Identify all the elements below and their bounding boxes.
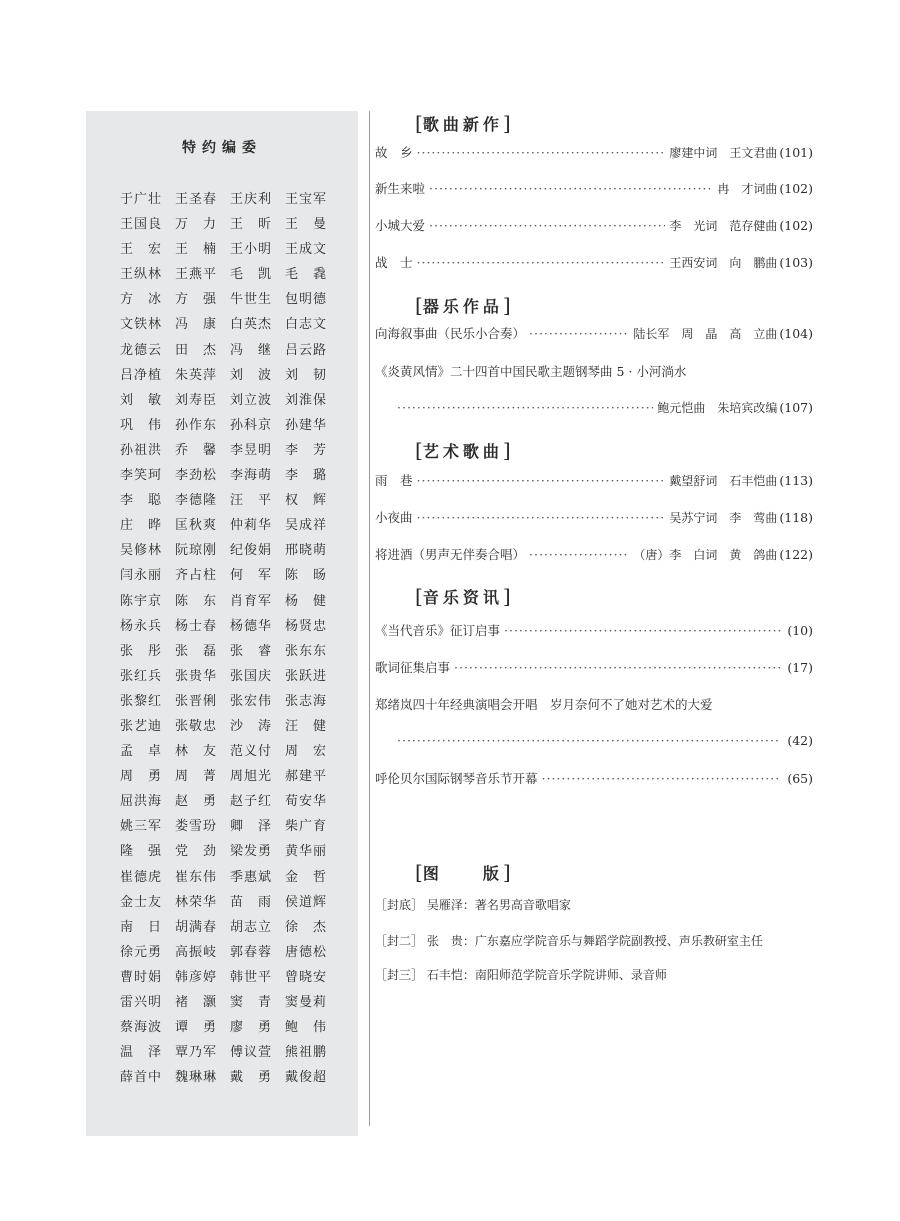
toc-entry: ····· (42) bbox=[375, 733, 813, 748]
editor-name: 荀安华 bbox=[285, 794, 326, 810]
editor-name: 周旭光 bbox=[230, 769, 271, 785]
editor-name: 胡满春 bbox=[175, 919, 216, 935]
editor-name: 庄晔 bbox=[120, 518, 161, 534]
editor-name: 孙祖洪 bbox=[120, 442, 161, 458]
editor-name: 邢晓萌 bbox=[285, 543, 326, 559]
editor-name: 张国庆 bbox=[230, 668, 271, 684]
editor-name: 李德隆 bbox=[175, 493, 216, 509]
section-heading-art-songs: [艺术歌曲] bbox=[415, 438, 511, 462]
editor-name: 朱英萍 bbox=[175, 367, 216, 383]
editor-name: 刘韧 bbox=[285, 367, 326, 383]
editor-name: 田杰 bbox=[175, 342, 216, 358]
editor-name: 郝建平 bbox=[285, 769, 326, 785]
editor-name: 崔东伟 bbox=[175, 869, 216, 885]
editor-name: 李海萌 bbox=[230, 468, 271, 484]
editor-name: 韩世平 bbox=[230, 969, 271, 985]
editor-name: 孟卓 bbox=[120, 744, 161, 760]
section-heading-news: [音乐资讯] bbox=[415, 584, 511, 608]
editor-name: 戴俊超 bbox=[285, 1070, 326, 1086]
editor-name: 吕净植 bbox=[120, 367, 161, 383]
editor-name: 陈东 bbox=[175, 593, 216, 609]
editor-name: 沙涛 bbox=[230, 718, 271, 734]
editor-name: 雷兴明 bbox=[120, 995, 161, 1010]
editor-name: 刘淮保 bbox=[285, 392, 326, 408]
editor-name: 李璐 bbox=[285, 468, 326, 484]
editor-name: 高振岐 bbox=[175, 944, 216, 960]
editor-name: 李芳 bbox=[285, 442, 326, 458]
editor-name: 褚灏 bbox=[175, 995, 216, 1010]
toc-entry: 雨 巷 ····· 戴望舒词 石丰恺曲 (113) bbox=[375, 471, 813, 489]
editor-name: 李昱明 bbox=[230, 442, 271, 458]
toc-entry: 故 乡 ····· 廖建中词 王文君曲 (101) bbox=[375, 143, 813, 161]
editor-name: 牛世生 bbox=[230, 292, 271, 308]
editor-name: 韩彦婷 bbox=[175, 969, 216, 985]
editor-name: 张敬忠 bbox=[175, 718, 216, 734]
toc-entry: 《当代音乐》征订启事 ····· (10) bbox=[375, 621, 813, 639]
editor-name: 梁发勇 bbox=[230, 844, 271, 860]
editor-name: 杨永兵 bbox=[120, 618, 161, 634]
editor-name: 周勇 bbox=[120, 769, 161, 785]
editors-panel bbox=[86, 111, 358, 1136]
editor-name: 郭春蓉 bbox=[230, 944, 271, 960]
editor-name: 林友 bbox=[175, 744, 216, 760]
editor-name: 王昕 bbox=[230, 217, 271, 233]
editor-name: 冯继 bbox=[230, 342, 271, 358]
plate-entry: ［封二］ 张 贵：广东嘉应学院音乐与舞蹈学院副教授、声乐教研室主任 bbox=[375, 934, 763, 948]
editor-name: 季惠斌 bbox=[230, 869, 271, 885]
toc-entry: 歌词征集启事 ····· (17) bbox=[375, 658, 813, 676]
editor-name: 乔馨 bbox=[175, 442, 216, 458]
editor-name: 王燕平 bbox=[175, 267, 216, 283]
editor-name: 杨健 bbox=[285, 593, 326, 609]
editor-name: 赵勇 bbox=[175, 794, 216, 810]
editor-name: 熊祖鹏 bbox=[285, 1045, 326, 1061]
editor-name: 刘立波 bbox=[230, 392, 271, 408]
editor-name: 白志文 bbox=[285, 317, 326, 333]
editor-name: 张志海 bbox=[285, 693, 326, 709]
editor-name: 王庆利 bbox=[230, 192, 271, 207]
editor-name: 唐德松 bbox=[285, 944, 326, 960]
editor-name: 李笑珂 bbox=[120, 468, 161, 484]
editor-name: 巩伟 bbox=[120, 417, 161, 433]
editor-name: 白英杰 bbox=[230, 317, 271, 333]
editor-name: 屈洪海 bbox=[120, 794, 161, 810]
editor-name: 张贵华 bbox=[175, 668, 216, 684]
editor-name: 胡志立 bbox=[230, 919, 271, 935]
editor-name: 王曼 bbox=[285, 217, 326, 233]
editor-name: 李劲松 bbox=[175, 468, 216, 484]
editor-name: 金士友 bbox=[120, 894, 161, 910]
editor-name: 张艺迪 bbox=[120, 718, 161, 734]
editor-name: 范义付 bbox=[230, 744, 271, 760]
editor-name: 肖育军 bbox=[230, 593, 271, 609]
plate-entry: ［封底］ 吴雁泽：著名男高音歌唱家 bbox=[375, 898, 571, 912]
editor-name: 包明德 bbox=[285, 292, 326, 308]
editor-name: 南日 bbox=[120, 919, 161, 935]
editor-name: 徐杰 bbox=[285, 919, 326, 935]
editors-title: 特约编委 bbox=[182, 140, 262, 156]
editor-name: 权辉 bbox=[285, 493, 326, 509]
editor-name: 李聪 bbox=[120, 493, 161, 509]
editor-name: 匡秋爽 bbox=[175, 518, 216, 534]
section-heading-instrumental: [器乐作品] bbox=[415, 293, 511, 317]
editor-name: 隆强 bbox=[120, 844, 161, 860]
editor-name: 冯康 bbox=[175, 317, 216, 333]
editor-name: 黄华丽 bbox=[285, 844, 326, 860]
editor-name: 万力 bbox=[175, 217, 216, 233]
editor-name: 曹时娟 bbox=[120, 969, 161, 985]
toc-entry: 小夜曲 ····· 吴苏宁词 李 莺曲 (118) bbox=[375, 508, 813, 526]
editor-name: 温泽 bbox=[120, 1045, 161, 1061]
editor-name: 王圣春 bbox=[175, 192, 216, 207]
editor-name: 张彤 bbox=[120, 643, 161, 659]
toc-entry-title: 《炎黄风情》二十四首中国民歌主题钢琴曲 5 · 小河淌水 bbox=[375, 364, 687, 379]
editor-name: 党劲 bbox=[175, 844, 216, 860]
editor-name: 王楠 bbox=[175, 242, 216, 258]
editor-name: 何军 bbox=[230, 568, 271, 584]
editor-name: 卿泽 bbox=[230, 819, 271, 835]
editor-name: 王宝军 bbox=[285, 192, 326, 207]
toc-entry: ····· 鲍元恺曲 朱培宾改编 (107) bbox=[375, 399, 813, 416]
editor-name: 苗雨 bbox=[230, 894, 271, 910]
editor-name: 金哲 bbox=[285, 869, 326, 885]
editors-name-grid bbox=[120, 188, 340, 1091]
editor-name: 窦青 bbox=[230, 995, 271, 1010]
section-heading-songs: [歌曲新作] bbox=[415, 111, 511, 135]
editor-name: 张宏伟 bbox=[230, 693, 271, 709]
editor-name: 傅议萱 bbox=[230, 1045, 271, 1061]
editor-name: 赵子红 bbox=[230, 794, 271, 810]
editor-name: 孙作东 bbox=[175, 417, 216, 433]
editor-name: 魏琳琳 bbox=[175, 1070, 216, 1086]
editor-name: 孙科京 bbox=[230, 417, 271, 433]
editor-name: 张跃进 bbox=[285, 668, 326, 684]
editor-name: 陈宇京 bbox=[120, 593, 161, 609]
editor-name: 龙德云 bbox=[120, 342, 161, 358]
editor-name: 张睿 bbox=[230, 643, 271, 659]
toc-entry: 呼伦贝尔国际钢琴音乐节开幕 ····· (65) bbox=[375, 769, 813, 787]
editor-name: 王成文 bbox=[285, 242, 326, 258]
editor-name: 吕云路 bbox=[285, 342, 326, 358]
editor-name: 王小明 bbox=[230, 242, 271, 258]
editor-name: 崔德虎 bbox=[120, 869, 161, 885]
editor-name: 仲莉华 bbox=[230, 518, 271, 534]
editor-name: 曾晓安 bbox=[285, 969, 326, 985]
editor-name: 汪平 bbox=[230, 493, 271, 509]
editor-name: 张黎红 bbox=[120, 693, 161, 709]
editor-name: 刘波 bbox=[230, 367, 271, 383]
toc-entry: 小城大爱 ····· 李 光词 范存健曲 (102) bbox=[375, 216, 813, 234]
editor-name: 周菁 bbox=[175, 769, 216, 785]
toc-entry: 向海叙事曲（民乐小合奏） ····· 陆长军 周 晶 高 立曲 (104) bbox=[375, 324, 813, 342]
editor-name: 毛凯 bbox=[230, 267, 271, 283]
editor-name: 闫永丽 bbox=[120, 568, 161, 584]
editor-name: 方冰 bbox=[120, 292, 161, 308]
editor-name: 汪健 bbox=[285, 718, 326, 734]
editor-name: 徐元勇 bbox=[120, 944, 161, 960]
editor-name: 王纵林 bbox=[120, 267, 161, 283]
editor-name: 覃乃军 bbox=[175, 1045, 216, 1061]
editor-name: 廖勇 bbox=[230, 1020, 271, 1036]
editor-name: 杨贤忠 bbox=[285, 618, 326, 634]
toc-entry: 战 士 ····· 王西安词 向 鹏曲 (103) bbox=[375, 253, 813, 271]
editor-name: 张东东 bbox=[285, 643, 326, 659]
column-divider bbox=[369, 111, 370, 1126]
editor-name: 娄雪玢 bbox=[175, 819, 216, 835]
editor-name: 张晋俐 bbox=[175, 693, 216, 709]
editor-name: 杨士春 bbox=[175, 618, 216, 634]
section-heading-plates: [图 版] bbox=[415, 860, 511, 884]
editor-name: 刘寿臣 bbox=[175, 392, 216, 408]
editor-name: 窦曼莉 bbox=[285, 995, 326, 1010]
editor-name: 文铁林 bbox=[120, 317, 161, 333]
toc-entry: 将进酒（男声无伴奏合唱） ····· （唐）李 白词 黄 鸽曲 (122) bbox=[375, 545, 813, 563]
editor-name: 张磊 bbox=[175, 643, 216, 659]
editor-name: 侯道辉 bbox=[285, 894, 326, 910]
editor-name: 孙建华 bbox=[285, 417, 326, 433]
editor-name: 姚三军 bbox=[120, 819, 161, 835]
editor-name: 戴勇 bbox=[230, 1070, 271, 1086]
editor-name: 蔡海波 bbox=[120, 1020, 161, 1036]
editor-name: 周宏 bbox=[285, 744, 326, 760]
editor-name: 于广壮 bbox=[120, 192, 161, 207]
editor-name: 毛毳 bbox=[285, 267, 326, 283]
editor-name: 鲍伟 bbox=[285, 1020, 326, 1036]
editor-name: 林荣华 bbox=[175, 894, 216, 910]
editor-name: 方强 bbox=[175, 292, 216, 308]
editor-name: 纪俊娟 bbox=[230, 543, 271, 559]
editor-name: 吴成祥 bbox=[285, 518, 326, 534]
editor-name: 齐占柱 bbox=[175, 568, 216, 584]
editor-name: 阮琼刚 bbox=[175, 543, 216, 559]
editor-name: 陈旸 bbox=[285, 568, 326, 584]
editor-name: 吴修林 bbox=[120, 543, 161, 559]
editor-name: 杨德华 bbox=[230, 618, 271, 634]
plate-entry: ［封三］ 石丰恺：南阳师范学院音乐学院讲师、录音师 bbox=[375, 968, 667, 982]
editor-name: 薛首中 bbox=[120, 1070, 161, 1086]
editor-name: 王宏 bbox=[120, 242, 161, 258]
editor-name: 刘敏 bbox=[120, 392, 161, 408]
editor-name: 谭勇 bbox=[175, 1020, 216, 1036]
editor-name: 张红兵 bbox=[120, 668, 161, 684]
toc-entry-title: 郑绪岚四十年经典演唱会开唱 岁月奈何不了她对艺术的大爱 bbox=[375, 697, 713, 712]
editor-name: 柴广育 bbox=[285, 819, 326, 835]
editor-name: 王国良 bbox=[120, 217, 161, 233]
toc-entry: 新生来啦 ····· 冉 才词曲 (102) bbox=[375, 179, 813, 197]
